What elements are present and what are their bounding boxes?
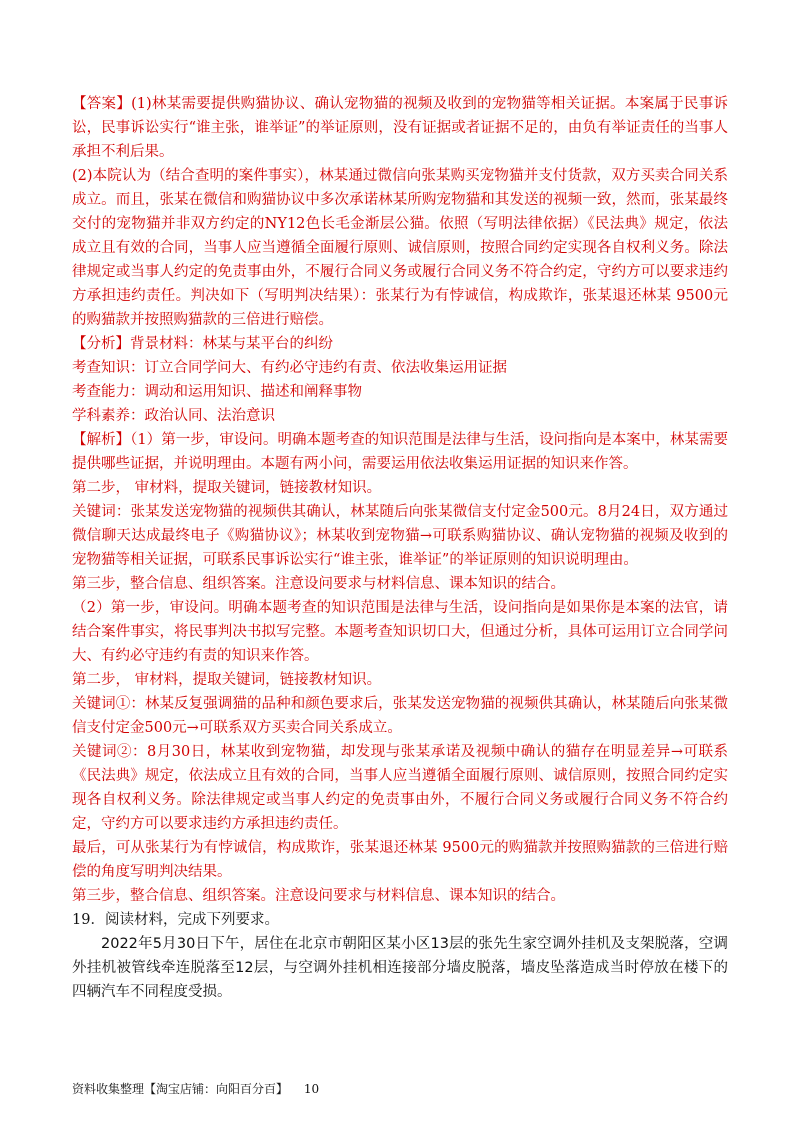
- analysis-background: 【分析】背景材料：林某与某平台的纠纷: [72, 336, 333, 352]
- explanation-2-step-2: 第二步， 审材料，提取关键词，链接教材知识。: [72, 672, 382, 688]
- explanation-1-step-1: 【解析】（1）第一步，审设问。明确本题考查的知识范围是法律与生活，设问指向是本案中，林某需要提供哪些证据，并说明理由。本题有两小问，需要运用依法收集运用证据的知识来作答。: [72, 432, 728, 472]
- page-footer: [72, 1080, 331, 1097]
- explanation-1-keywords: 关键词：张某发送宠物猫的视频供其确认，林某随后向张某微信支付定金500元。8月24日，双方通过微信聊天达成最终电子《购猫协议》；林某收到宠物猫→可联系购猫协议、确认宠物猫的视频及收到的宠物猫等相关证据，可联系民事诉讼实行“谁主张，谁举证”的举证原则的知识说明理由。: [72, 504, 728, 568]
- answer-part-2: (2)本院认为（结合查明的案件事实），林某通过微信向张某购买宠物猫并支付货款，双方买卖合同关系成立。而且，张某在微信和购猫协议中多次承诺林某所购宠物猫和其发送的视频一致，然而，张某最终交付的宠物猫并非双方约定的NY12色长毛金渐层公猫。依照（写明法律依据）《民法典》规定，依法成立且有效的合同，当事人应当遵循全面履行原则、诚信原则，按照合同约定实现各自权利义务。除法律规定或当事人约定的免责事由外，不履行合同义务或履行合同义务不符合约定，守约方可以要求违约方承担违约责任。判决如下（写明判决结果）：张某行为有悖诚信，构成欺诈，张某退还林某 9500元的购猫款并按照购猫款的三倍进行赔偿。: [72, 168, 728, 328]
- analysis-knowledge: 考查知识：订立合同学问大、有约必守违约有责、依法收集运用证据: [72, 360, 507, 376]
- explanation-2-step-3: 第三步，整合信息、组织答案。注意设问要求与材料信息、课本知识的结合。: [72, 888, 565, 904]
- explanation-2-final: 最后，可从张某行为有悖诚信，构成欺诈，张某退还林某 9500元的购猫款并按照购猫款的三倍进行赔偿的角度写明判决结果。: [72, 840, 728, 880]
- footer-source: 资料收集整理【淘宝店铺：向阳百分百】: [72, 1082, 289, 1096]
- analysis-literacy: 学科素养：政治认同、法治意识: [72, 408, 275, 424]
- question-19-material: 2022年5月30日下午，居住在北京市朝阳区某小区13层的张先生家空调外挂机及支架脱落，空调外挂机被管线牵连脱落至12层，与空调外挂机相连接部分墙皮脱落，墙皮坠落造成当时停放在楼下的四辆汽车不同程度受损。: [72, 936, 728, 1000]
- document-body: [72, 92, 728, 1004]
- question-19-title: 19．阅读材料，完成下列要求。: [72, 912, 279, 928]
- answer-part-1: 【答案】(1)林某需要提供购猫协议、确认宠物猫的视频及收到的宠物猫等相关证据。本案属于民事诉讼，民事诉讼实行“谁主张，谁举证”的举证原则，没有证据或者证据不足的，由负有举证责任的当事人承担不利后果。: [72, 96, 728, 160]
- analysis-ability: 考查能力：调动和运用知识、描述和阐释事物: [72, 384, 362, 400]
- explanation-1-step-3: 第三步，整合信息、组织答案。注意设问要求与材料信息、课本知识的结合。: [72, 576, 565, 592]
- explanation-2-keyword-1: 关键词①：林某反复强调猫的品种和颜色要求后，张某发送宠物猫的视频供其确认，林某随后向张某微信支付定金500元→可联系双方买卖合同关系成立。: [72, 696, 728, 736]
- explanation-2-step-1: （2）第一步，审设问。明确本题考查的知识范围是法律与生活，设问指向是如果你是本案的法官，请结合案件事实，将民事判决书拟写完整。本题考查知识切口大，但通过分析，具体可运用订立合同学问大、有约必守违约有责的知识来作答。: [72, 600, 728, 664]
- explanation-2-keyword-2: 关键词②：8月30日，林某收到宠物猫，却发现与张某承诺及视频中确认的猫存在明显差异→可联系《民法典》规定，依法成立且有效的合同，当事人应当遵循全面履行原则、诚信原则，按照合同约定实现各自权利义务。除法律规定或当事人约定的免责事由外，不履行合同义务或履行合同义务不符合约定，守约方可以要求违约方承担违约责任。: [72, 744, 728, 832]
- page-number: 10: [303, 1082, 320, 1096]
- explanation-1-step-2: 第二步， 审材料，提取关键词，链接教材知识。: [72, 480, 382, 496]
